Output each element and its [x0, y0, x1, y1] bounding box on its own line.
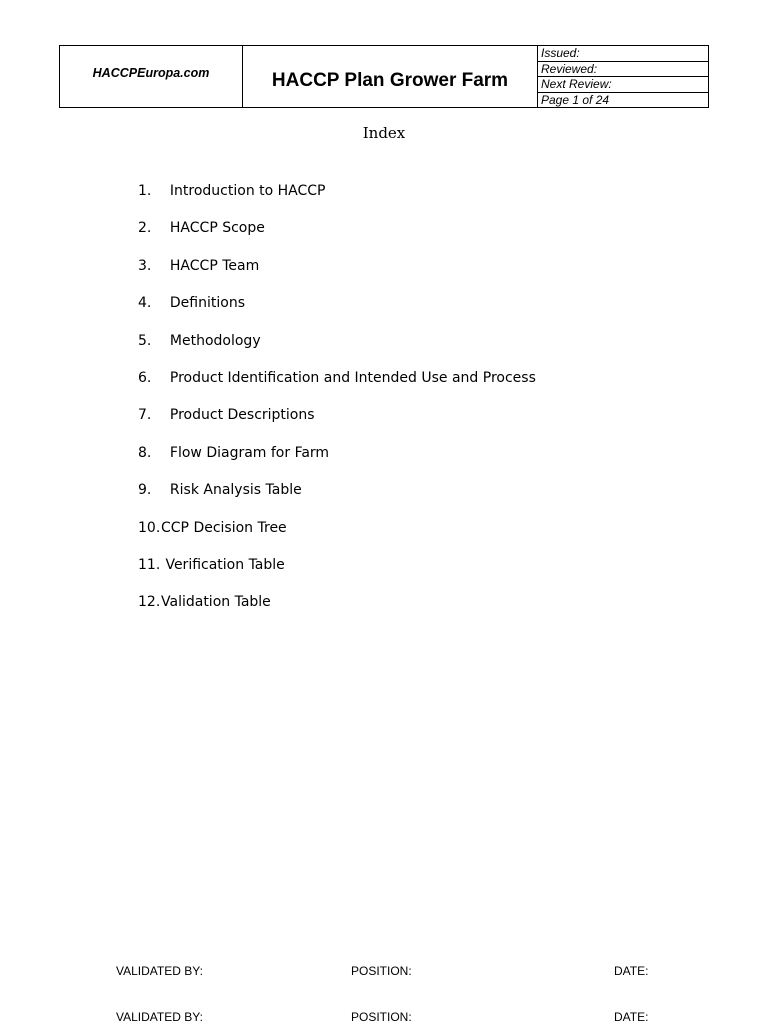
table-of-contents [138, 181, 536, 630]
toc-item-label: HACCP Team [169, 257, 260, 274]
toc-item-number: 12. [138, 594, 161, 611]
meta-issued: Issued: [538, 46, 708, 62]
meta-page-number: Page 1 of 24 [541, 92, 610, 107]
toc-item-label: Risk Analysis Table [169, 482, 302, 499]
document-meta-block [538, 46, 708, 107]
toc-item-number: 3. [138, 257, 152, 274]
toc-item-number: 2. [138, 220, 152, 237]
toc-item-number: 11. [138, 556, 161, 573]
meta-next-review: Next Review: [538, 77, 708, 93]
toc-item [138, 405, 536, 442]
toc-item [138, 256, 536, 293]
validated-by-label: VALIDATED BY: [116, 964, 203, 978]
validated-by-label: VALIDATED BY: [116, 1010, 203, 1024]
toc-item [138, 555, 536, 592]
toc-item-label: Product Descriptions [169, 407, 315, 424]
toc-item-label: Definitions [169, 295, 245, 312]
toc-item-label: Flow Diagram for Farm [169, 444, 330, 461]
toc-item-label: Introduction to HACCP [169, 183, 326, 199]
toc-item [138, 331, 536, 368]
index-heading: Index [362, 124, 406, 142]
toc-item [138, 480, 536, 517]
toc-item-label: CCP Decision Tree [161, 519, 287, 536]
toc-item-label: Product Identification and Intended Use and Process [169, 369, 536, 386]
position-label: POSITION: [351, 964, 412, 978]
toc-item-number: 6. [138, 369, 152, 386]
toc-item [138, 518, 536, 555]
toc-item-number: 10. [138, 519, 161, 536]
toc-item [138, 293, 536, 330]
toc-item-label: Verification Table [165, 556, 285, 573]
toc-item-label: HACCP Scope [169, 220, 265, 237]
toc-item [138, 181, 536, 218]
company-logo-text: HACCPEuropa.com [60, 46, 243, 107]
toc-item-number: 8. [138, 444, 152, 461]
meta-reviewed: Reviewed: [538, 62, 708, 78]
document-header-table [59, 45, 709, 108]
toc-item-number: 1. [138, 183, 152, 199]
toc-item [138, 368, 536, 405]
date-label: DATE: [614, 964, 649, 978]
toc-item-number: 7. [138, 407, 152, 424]
toc-item [138, 218, 536, 255]
toc-item-number: 9. [138, 482, 152, 499]
toc-item-number: 4. [138, 295, 152, 312]
toc-item [138, 443, 536, 480]
toc-item-label: Validation Table [161, 594, 271, 611]
date-label: DATE: [614, 1010, 649, 1024]
document-title: HACCP Plan Grower Farm [243, 46, 538, 107]
toc-item-number: 5. [138, 332, 152, 349]
toc-item [138, 592, 536, 629]
position-label: POSITION: [351, 1010, 412, 1024]
toc-item-label: Methodology [169, 332, 261, 349]
